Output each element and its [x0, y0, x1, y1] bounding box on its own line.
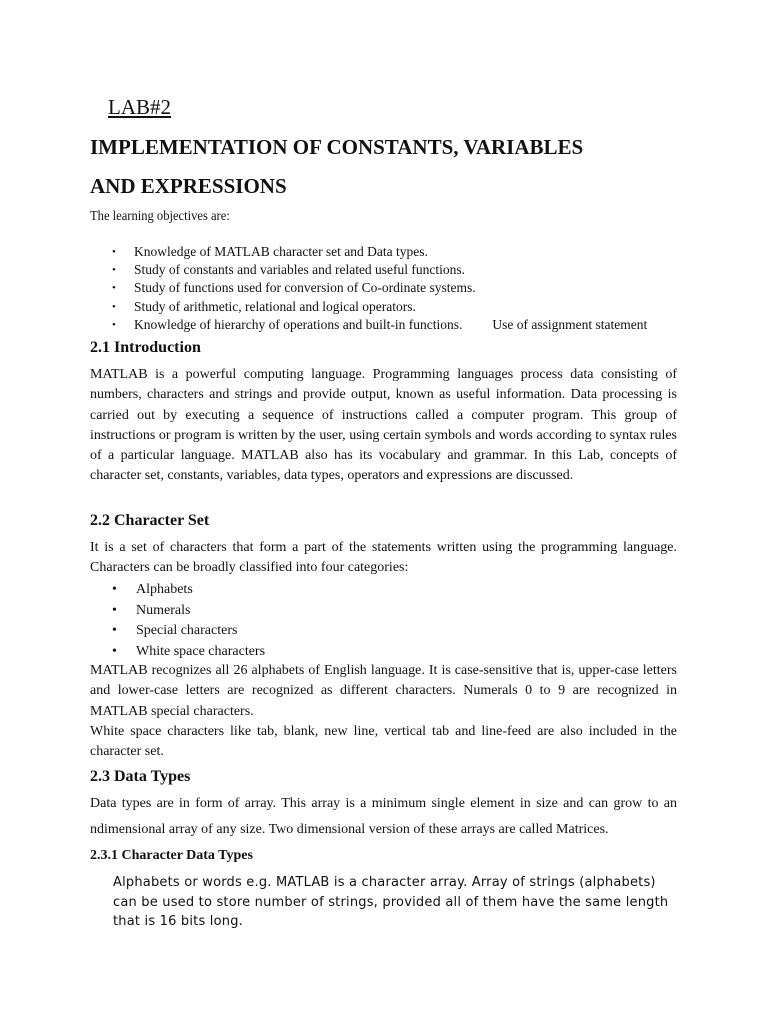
section-heading-data-types: 2.3 Data Types: [90, 768, 191, 785]
title-line-1: IMPLEMENTATION OF CONSTANTS, VARIABLES: [90, 135, 584, 159]
list-item: • Study of functions used for conversion of Co-ordinate systems.: [112, 279, 712, 297]
title-line-2: AND EXPRESSIONS: [90, 174, 287, 198]
list-item: • Study of arithmetic, relational and logical operators.: [112, 298, 712, 316]
lab-number: LAB#2: [108, 95, 171, 119]
objectives-lead: The learning objectives are:: [90, 208, 230, 223]
intro-paragraph: MATLAB is a powerful computing language. Programming languages process data consisting of numbers, characters and strings and provide output, known as useful information. Data processing is carried out by executing a sequence of instructions called a computer program. This group of instructions or program is written by the user, using certain symbols and words according to syntax rules of a particular language. MATLAB also has its vocabulary and grammar. In this Lab, concepts of character set, constants, variables, data types, operators and expressions are discussed.: [90, 367, 677, 484]
objectives-list: [112, 243, 712, 334]
charset-paragraph: It is a set of characters that form a part of the statements written using the programming language. Characters can be broadly classified into four categories:: [90, 540, 677, 576]
objective-extra: Use of assignment statement: [492, 316, 648, 332]
list-item: • Numerals: [112, 601, 265, 622]
list-item: • Special characters: [112, 621, 265, 642]
list-item: • Knowledge of hierarchy of operations and built-in functions. Use of assignment statement: [112, 316, 712, 334]
charset-paragraph-2: MATLAB recognizes all 26 alphabets of English language. It is case-sensitive that is, upper-case letters and lower-case letters are recognized as different characters. Numerals 0 to 9 are recognized in MATLAB special characters.: [90, 663, 677, 719]
section-heading-introduction: 2.1 Introduction: [90, 339, 201, 356]
character-data-types-paragraph: Alphabets or words e.g. MATLAB is a character array. Array of strings (alphabets) can be used to store number of strings, provided all of them have the same length that is 16 bits long.: [113, 875, 669, 929]
list-item: • Alphabets: [112, 580, 265, 601]
list-item: • White space characters: [112, 642, 265, 663]
charset-paragraph-3: White space characters like tab, blank, new line, vertical tab and line-feed are also included in the character set.: [90, 724, 677, 760]
character-categories-list: [112, 580, 265, 662]
datatypes-paragraph: Data types are in form of array. This array is a minimum single element in size and can grow to an ndimensional array of any size. Two dimensional version of these arrays are called Matrices.: [90, 796, 677, 837]
section-heading-character-set: 2.2 Character Set: [90, 512, 210, 529]
list-item: • Knowledge of MATLAB character set and Data types.: [112, 243, 712, 261]
list-item: • Study of constants and variables and related useful functions.: [112, 261, 712, 279]
subsection-heading-character-data-types: 2.3.1 Character Data Types: [90, 848, 253, 863]
